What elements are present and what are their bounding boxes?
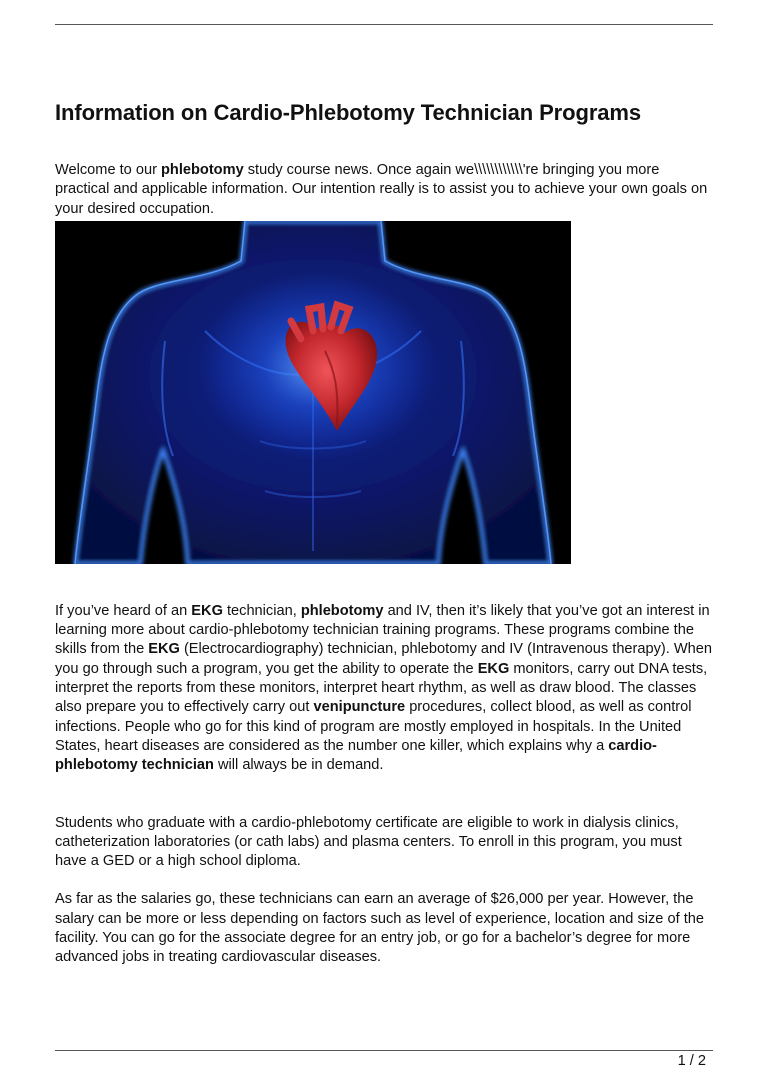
p2-text-2: technician, — [222, 602, 301, 619]
graduates-paragraph: Students who graduate with a cardio-phlebotomy certificate are eligible to work in dialysis clinics, catheterization laboratories (or cath labs) and plasma centers. To enroll in this program, you must have a GED or a high school diploma. — [55, 814, 682, 870]
p2-bold-ekg-1: EKG — [191, 602, 223, 619]
ekg-paragraph — [55, 602, 715, 776]
page-number: 1 / 2 — [677, 1053, 706, 1069]
heart-torso-image — [55, 221, 571, 564]
intro-bold-phlebotomy: phlebotomy — [160, 162, 244, 178]
footer-rule — [55, 1050, 713, 1051]
intro-text-2: study course news. Once again we\\\\\\\\\\\\'re bringing you more practical and applicable information. Our intention really is to assist you to achieve your own goals on your desired occupation. — [55, 162, 708, 217]
p2-bold-phlebotomy: phlebotomy — [300, 602, 384, 619]
p2-text-4: (Electrocardiography) technician, phlebotomy and IV (Intravenous therapy). When you go through such a program, you get the ability to operate the — [55, 641, 713, 677]
header-rule — [55, 24, 713, 25]
p2-text-7: will always be in demand. — [213, 757, 384, 774]
p2-bold-venipuncture: venipuncture — [313, 699, 406, 716]
p2-bold-ekg-3: EKG — [477, 660, 510, 677]
p2-text-5: monitors, carry out DNA tests, interpret the reports from these monitors, interpret heart rhythm, as well as draw blood. The classes also prepare you to effectively carry out — [55, 660, 708, 716]
torso-illustration — [55, 221, 571, 564]
p2-text-6: procedures, collect blood, as well as control infections. People who go for this kind of program are mostly employed in hospitals. In the United States, heart diseases are considered as the number one killer, which explains why a — [55, 699, 692, 754]
document-title: Information on Cardio-Phlebotomy Technician Programs — [55, 100, 642, 125]
p2-bold-technician: cardio-phlebotomy technician — [55, 737, 657, 774]
intro-text-1: Welcome to our — [55, 162, 161, 178]
salary-paragraph: As far as the salaries go, these technicians can earn an average of $26,000 per year. However, the salary can be more or less depending on factors such as level of experience, location and size of the facility. You can go for the associate degree for an entry job, or go for a bachelor’s degree for more advanced jobs in treating cardiovascular diseases. — [55, 891, 704, 966]
p2-text-3: and IV, then it’s likely that you’ve got an interest in learning more about cardio-phlebotomy technician training programs. These programs combine the skills from the — [55, 602, 710, 658]
p2-bold-ekg-2: EKG — [148, 641, 180, 658]
document-page — [55, 98, 715, 968]
intro-paragraph — [55, 161, 715, 219]
p2-text-1: If you’ve heard of an — [55, 602, 192, 619]
